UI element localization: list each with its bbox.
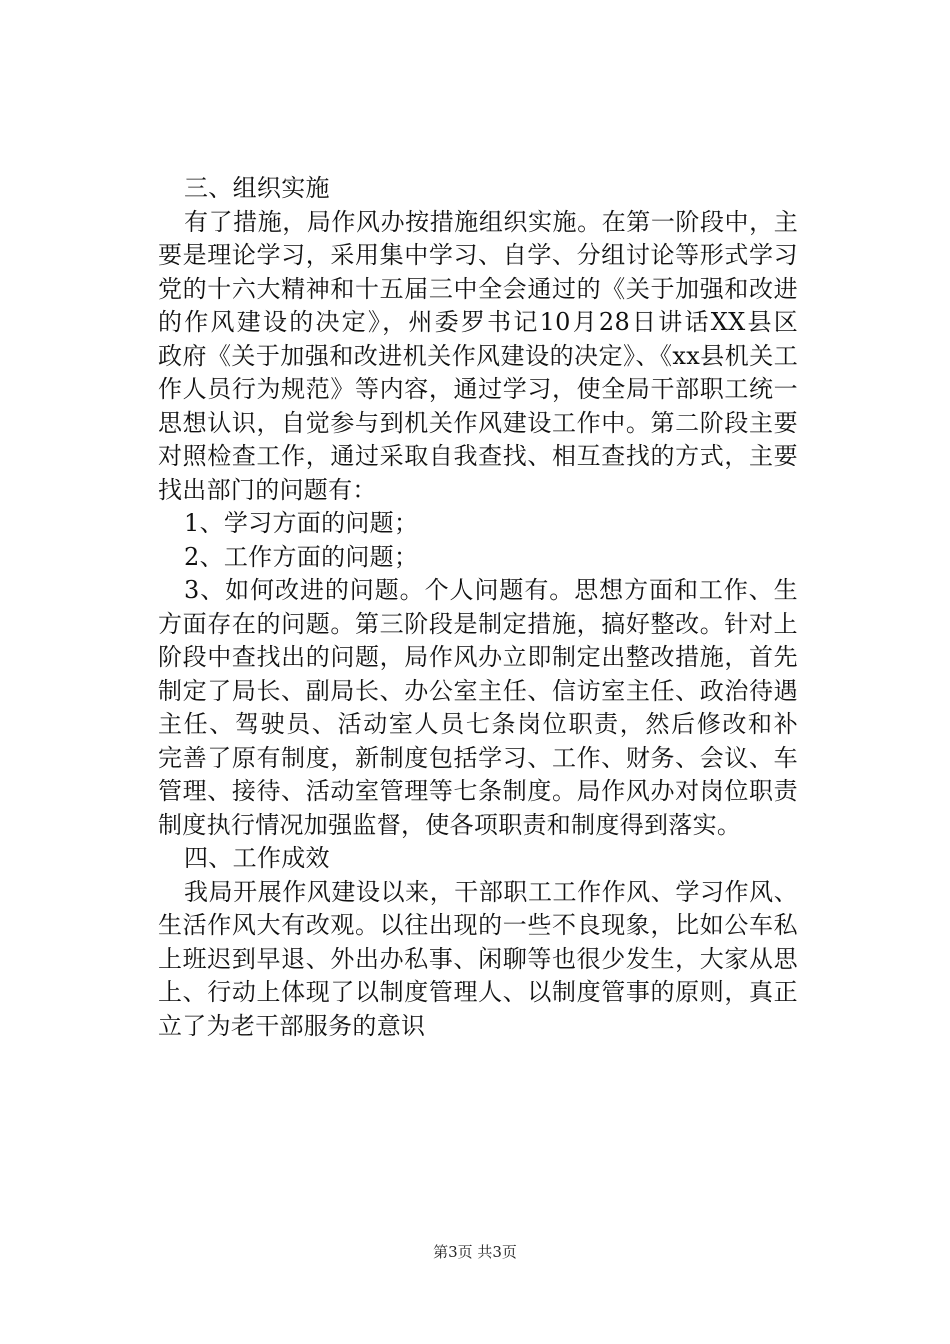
text-line: 2、工作方面的问题； [184, 542, 419, 571]
page-footer: 第3页 共3页 [433, 1243, 517, 1261]
text-line: 上、行动上体现了以制度管理人、以制度管事的原则，真正 [158, 978, 798, 1006]
text-line: 1、学习方面的问题； [184, 509, 419, 537]
text-line: 方面存在的问题。第三阶段是制定措施，搞好整改。针对上 [158, 609, 798, 638]
text-line: 3、如何改进的问题。个人问题有。思想方面和工作、生 [184, 576, 798, 604]
text-line: 党的十六大精神和十五届三中全会通过的《关于加强和改进 [158, 274, 798, 303]
text-line: 有了措施，局作风办按措施组织实施。在第一阶段中，主 [184, 207, 798, 236]
text-line: 制定了局长、副局长、办公室主任、信访室主任、政治待遇 [158, 676, 798, 705]
text-line: 我局开展作风建设以来，干部职工工作作风、学习作风、 [184, 877, 798, 906]
text-line: 生活作风大有改观。以往出现的一些不良现象，比如公车私 [158, 911, 798, 939]
text-line: 政府《关于加强和改进机关作风建设的决定》、《xx县机关工 [158, 341, 798, 370]
text-line: 对照检查工作，通过采取自我查找、相互查找的方式，主要 [158, 442, 798, 470]
text-line: 主任、驾驶员、活动室人员七条岗位职责，然后修改和补 [158, 710, 798, 738]
text-line: 制度执行情况加强监督，使各项职责和制度得到落实。 [158, 810, 742, 839]
text-line: 找出部门的问题有： [158, 475, 377, 504]
text-line: 思想认识，自觉参与到机关作风建设工作中。第二阶段主要 [158, 408, 798, 437]
text-line: 完善了原有制度，新制度包括学习、工作、财务、会议、车 [158, 743, 798, 772]
text-line: 上班迟到早退、外出办私事、闲聊等也很少发生，大家从思 [158, 944, 798, 973]
document-body [158, 172, 798, 1043]
text-line: 阶段中查找出的问题，局作风办立即制定出整改措施，首先 [158, 643, 798, 671]
text-line: 要是理论学习，采用集中学习、自学、分组讨论等形式学习 [158, 241, 798, 269]
text-line: 三、组织实施 [184, 174, 330, 202]
text-line: 管理、接待、活动室管理等七条制度。局作风办对岗位职责 [158, 777, 798, 805]
text-line: 的作风建设的决定》，州委罗书记10月28日讲话XX县区 [158, 308, 798, 336]
text-line: 作人员行为规范》等内容，通过学习，使全局干部职工统一 [158, 375, 798, 403]
text-line: 立了为老干部服务的意识 [158, 1011, 426, 1040]
text-line: 四、工作成效 [184, 844, 330, 872]
